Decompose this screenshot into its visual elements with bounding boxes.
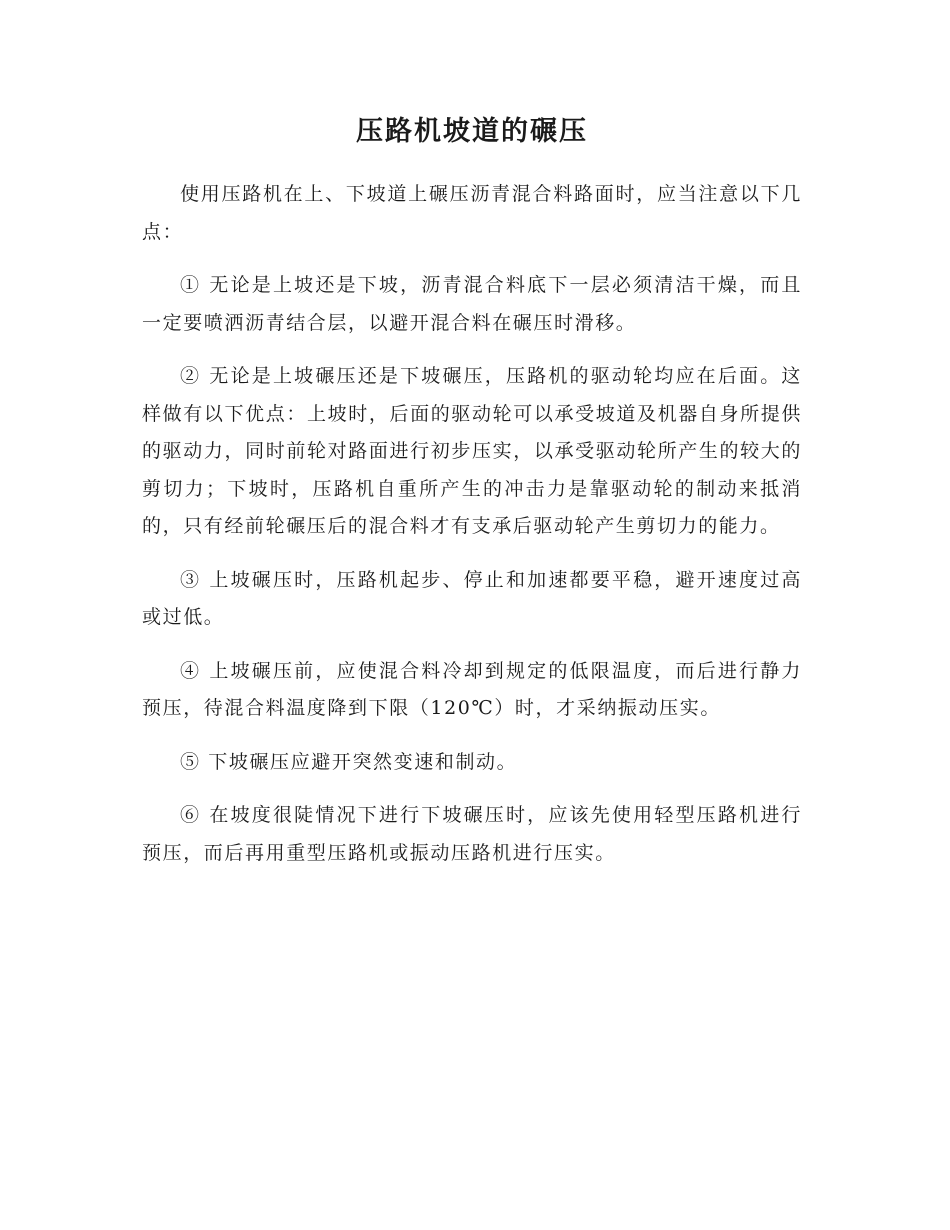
point-2-paragraph: ② 无论是上坡碾压还是下坡碾压，压路机的驱动轮均应在后面。这样做有以下优点：上坡时，后面的驱动轮可以承受坡道及机器自身所提供的驱动力，同时前轮对路面进行初步压实，以承受驱动轮所产生的较大的剪切力；下坡时，压路机自重所产生的冲击力是靠驱动轮的制动来抵消的，只有经前轮碾压后的混合料才有支承后驱动轮产生剪切力的能力。 (142, 365, 802, 537)
point-4-paragraph: ④ 上坡碾压前，应使混合料冷却到规定的低限温度，而后进行静力预压，待混合料温度降到下限（120℃）时，才采纳振动压实。 (142, 659, 802, 719)
point-1-paragraph: ① 无论是上坡还是下坡，沥青混合料底下一层必须清洁干燥，而且一定要喷洒沥青结合层，以避开混合料在碾压时滑移。 (142, 274, 802, 334)
document-title: 压路机坡道的碾压 (356, 116, 588, 147)
point-5-paragraph: ⑤ 下坡碾压应避开突然变速和制动。 (180, 750, 518, 773)
point-3-paragraph: ③ 上坡碾压时，压路机起步、停止和加速都要平稳，避开速度过高或过低。 (142, 568, 802, 628)
intro-paragraph: 使用压路机在上、下坡道上碾压沥青混合料路面时，应当注意以下几点： (142, 183, 802, 243)
point-6-paragraph: ⑥ 在坡度很陡情况下进行下坡碾压时，应该先使用轻型压路机进行预压，而后再用重型压路机或振动压路机进行压实。 (142, 804, 802, 864)
document-page (142, 110, 802, 888)
